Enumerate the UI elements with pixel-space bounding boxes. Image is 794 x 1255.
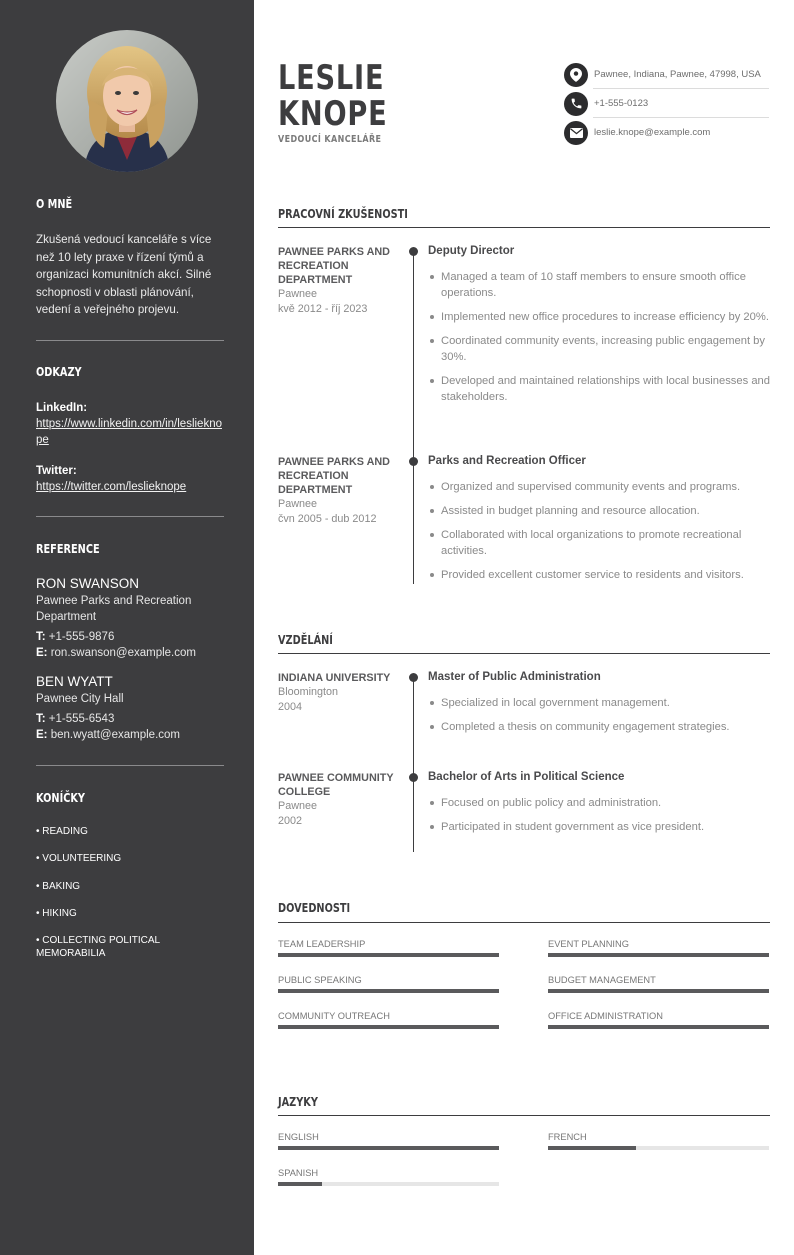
- skills-heading: DOVEDNOSTI: [278, 900, 351, 915]
- about-text: Zkušená vedoucí kanceláře s více než 10 lety praxe v řízení týmů a organizaci komunitních akcí. Silné schopnosti v oblasti plánování, vedení a veřejného projevu.: [36, 233, 212, 316]
- experience-heading: PRACOVNÍ ZKUŠENOSTI: [278, 206, 408, 221]
- reference-org: Pawnee Parks and Recreation Department: [36, 595, 192, 623]
- contact-address: Pawnee, Indiana, Pawnee, 47998, USA: [564, 60, 769, 89]
- profile-photo: [56, 30, 198, 172]
- bullet-item: Assisted in budget planning and resource allocation.: [428, 503, 770, 519]
- language-bar: SPANISH: [278, 1167, 499, 1186]
- contact-email: leslie.knope@example.com: [564, 118, 769, 147]
- education-heading: VZDĚLÁNÍ: [278, 632, 333, 647]
- job-title: VEDOUCÍ KANCELÁŘE: [278, 134, 382, 145]
- sidebar-divider: [36, 765, 224, 766]
- hobby-item: • HIKING: [36, 908, 77, 919]
- timeline-dot: [409, 247, 418, 256]
- bullet-item: Completed a thesis on community engagement strategies.: [428, 719, 770, 735]
- sidebar: [0, 0, 254, 1255]
- phone-icon: [564, 92, 588, 116]
- reference-org: Pawnee City Hall: [36, 693, 124, 705]
- reference-name: BEN WYATT: [36, 674, 113, 689]
- timeline-line: [413, 678, 414, 852]
- experience-entry: [428, 243, 770, 405]
- hobby-item: • VOLUNTEERING: [36, 853, 122, 864]
- timeline-dot: [409, 673, 418, 682]
- section-divider: [278, 653, 770, 654]
- experience-org: PAWNEE PARKS AND RECREATION DEPARTMENT Pawnee čvn 2005 - dub 2012: [278, 456, 390, 525]
- location-pin-icon: [564, 63, 588, 87]
- sidebar-divider: [36, 340, 224, 341]
- reference-item: [36, 575, 224, 661]
- reference-phone: T: +1-555-9876: [36, 631, 115, 643]
- skill-bar: PUBLIC SPEAKING: [278, 974, 499, 993]
- section-divider: [278, 227, 770, 228]
- bullet-item: Coordinated community events, increasing public engagement by 30%.: [428, 333, 770, 365]
- hobby-item: • READING: [36, 826, 88, 837]
- reference-email: E: ben.wyatt@example.com: [36, 729, 180, 741]
- section-divider: [278, 922, 770, 923]
- skill-bar: TEAM LEADERSHIP: [278, 938, 499, 957]
- about-heading: O MNĚ: [36, 196, 73, 211]
- role-title: Deputy Director: [428, 245, 515, 257]
- degree-title: Bachelor of Arts in Political Science: [428, 771, 625, 783]
- degree-title: Master of Public Administration: [428, 671, 601, 683]
- education-entry: [428, 669, 770, 735]
- reference-name: RON SWANSON: [36, 576, 140, 591]
- twitter-link[interactable]: https://twitter.com/leslieknope: [36, 481, 187, 493]
- experience-org: PAWNEE PARKS AND RECREATION DEPARTMENT Pawnee kvě 2012 - říj 2023: [278, 246, 390, 315]
- timeline-line: [413, 252, 414, 584]
- link-label: Twitter:: [36, 465, 77, 477]
- role-title: Parks and Recreation Officer: [428, 455, 586, 467]
- bullet-item: Managed a team of 10 staff members to ensure smooth office operations.: [428, 269, 770, 301]
- hobby-item: • COLLECTING POLITICAL MEMORABILIA: [36, 935, 160, 959]
- link-linkedin: [36, 400, 224, 448]
- reference-phone: T: +1-555-6543: [36, 713, 115, 725]
- bullet-item: Collaborated with local organizations to promote recreational activities.: [428, 527, 770, 559]
- languages-heading: JAZYKY: [278, 1094, 318, 1109]
- education-org: INDIANA UNIVERSITY Bloomington 2004: [278, 672, 391, 713]
- email-icon: [564, 121, 588, 145]
- skill-bar: OFFICE ADMINISTRATION: [548, 1010, 769, 1029]
- link-twitter: [36, 463, 224, 495]
- hobbies-heading: KONÍČKY: [36, 790, 85, 805]
- links-heading: ODKAZY: [36, 364, 82, 379]
- bullet-item: Specialized in local government management.: [428, 695, 770, 711]
- education-org: PAWNEE COMMUNITY COLLEGE Pawnee 2002: [278, 772, 394, 827]
- timeline-dot: [409, 457, 418, 466]
- timeline-dot: [409, 773, 418, 782]
- person-name: LESLIE KNOPE: [278, 58, 388, 134]
- hobby-item: • BAKING: [36, 881, 81, 892]
- experience-entry: [428, 453, 770, 583]
- link-label: LinkedIn:: [36, 402, 88, 414]
- references-heading: REFERENCE: [36, 541, 100, 556]
- language-bar: FRENCH: [548, 1131, 769, 1150]
- reference-email: E: ron.swanson@example.com: [36, 647, 196, 659]
- education-entry: [428, 769, 770, 835]
- section-divider: [278, 1115, 770, 1116]
- linkedin-link[interactable]: https://www.linkedin.com/in/leslieknope: [36, 418, 222, 446]
- bullet-item: Focused on public policy and administration.: [428, 795, 770, 811]
- reference-item: [36, 673, 224, 743]
- bullet-item: Participated in student government as vice president.: [428, 819, 770, 835]
- skill-bar: EVENT PLANNING: [548, 938, 769, 957]
- bullet-item: Organized and supervised community events and programs.: [428, 479, 770, 495]
- bullet-item: Implemented new office procedures to increase efficiency by 20%.: [428, 309, 770, 325]
- skill-bar: BUDGET MANAGEMENT: [548, 974, 769, 993]
- language-bar: ENGLISH: [278, 1131, 499, 1150]
- skill-bar: COMMUNITY OUTREACH: [278, 1010, 499, 1029]
- contact-phone: +1-555-0123: [564, 89, 769, 118]
- bullet-item: Provided excellent customer service to residents and visitors.: [428, 567, 770, 583]
- sidebar-divider: [36, 516, 224, 517]
- bullet-item: Developed and maintained relationships with local businesses and stakeholders.: [428, 373, 770, 405]
